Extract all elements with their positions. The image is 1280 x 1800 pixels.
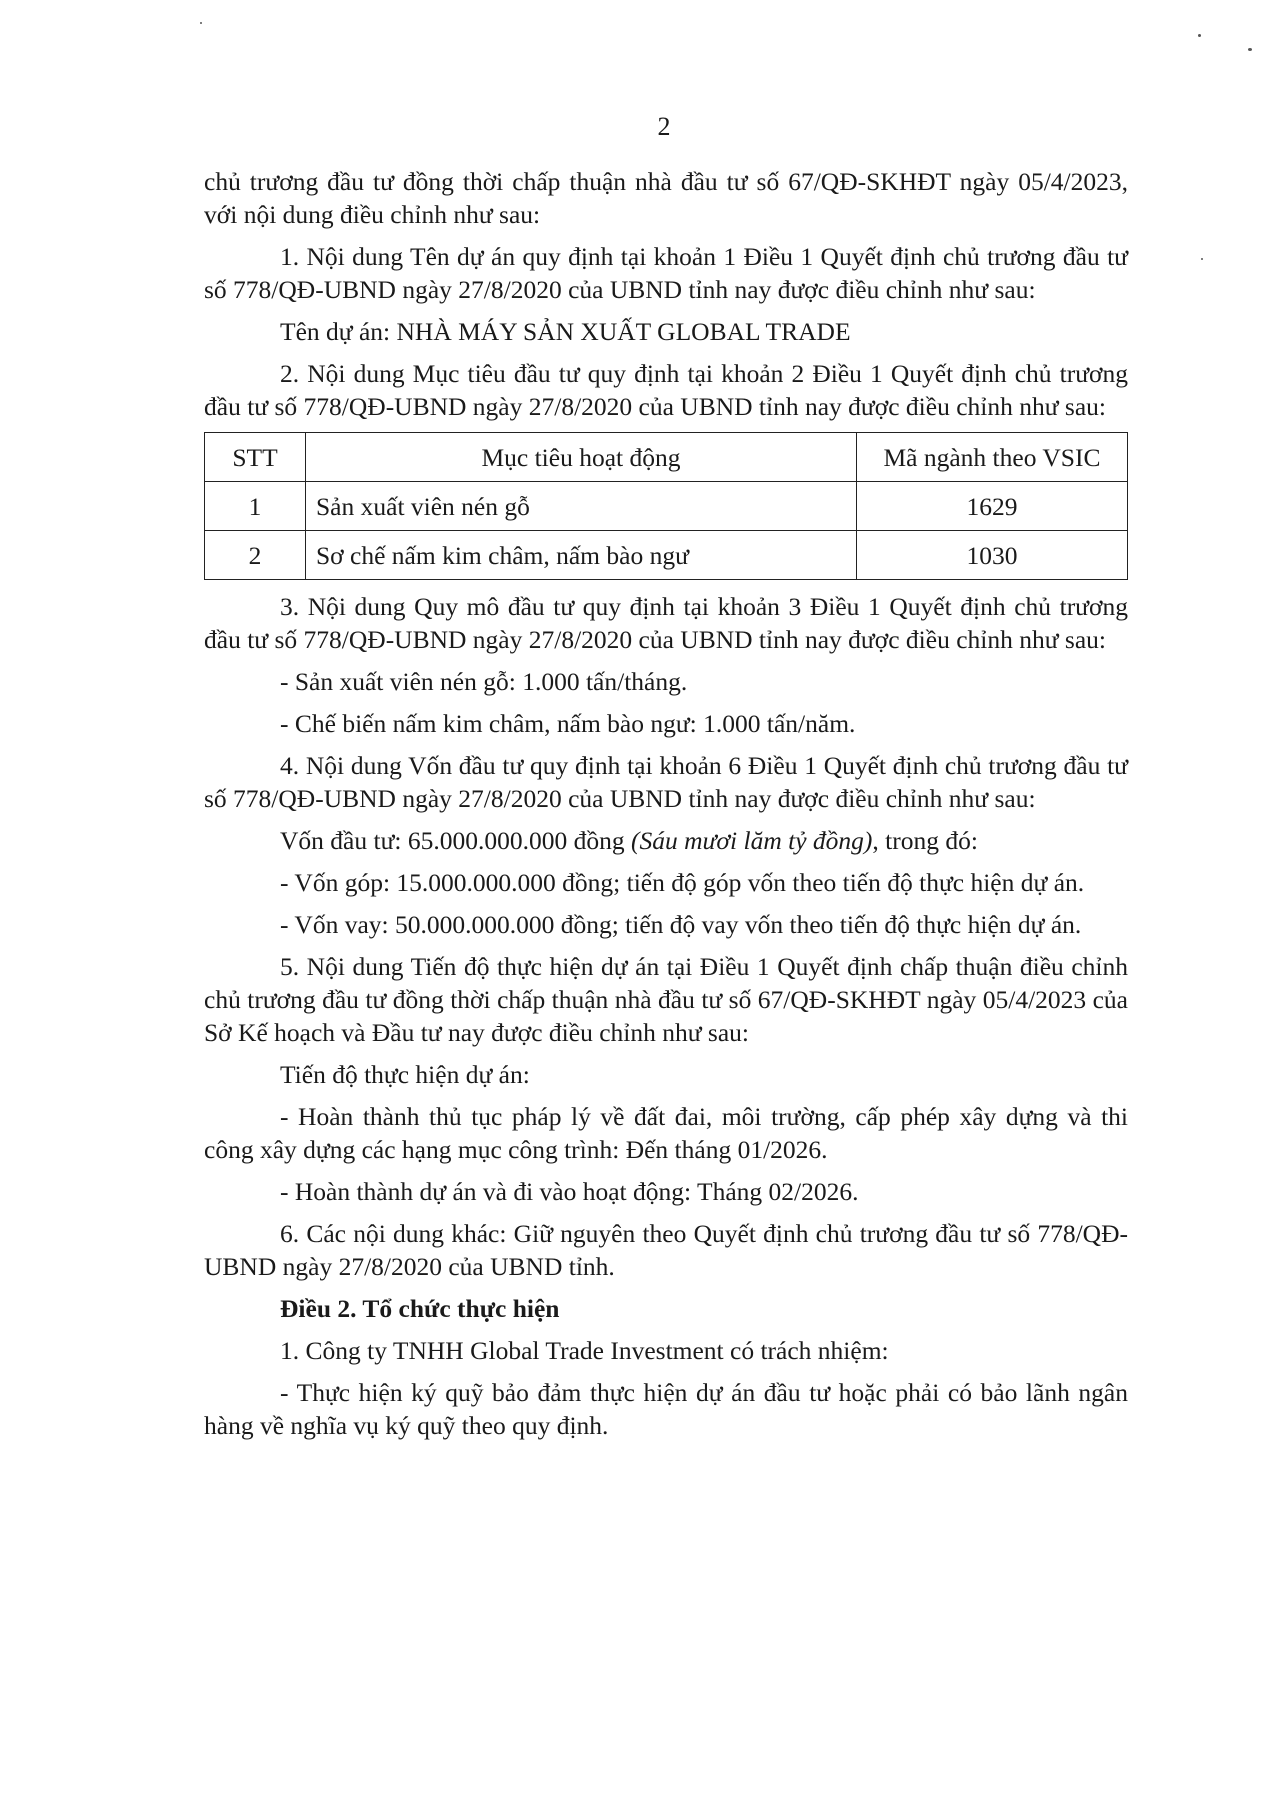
item-1-paragraph: 1. Nội dung Tên dự án quy định tại khoản 1 Điều 1 Quyết định chủ trương đầu tư số 778/QĐ-UBND ngày 27/8/2020 của UBND tỉnh nay được điều chỉnh như sau: — [204, 242, 1128, 304]
schedule-bullet-2: - Hoàn thành dự án và đi vào hoạt động: Tháng 02/2026. — [280, 1177, 859, 1206]
article-2-bullet-1: - Thực hiện ký quỹ bảo đảm thực hiện dự án đầu tư hoặc phải có bảo lãnh ngân hàng về nghĩa vụ ký quỹ theo quy định. — [204, 1378, 1128, 1440]
item-2-paragraph: 2. Nội dung Mục tiêu đầu tư quy định tại khoản 2 Điều 1 Quyết định chủ trương đầu tư số 778/QĐ-UBND ngày 27/8/2020 của UBND tỉnh nay được điều chỉnh như sau: — [204, 359, 1128, 421]
project-name-line: Tên dự án: NHÀ MÁY SẢN XUẤT GLOBAL TRADE — [280, 317, 851, 346]
schedule-title: Tiến độ thực hiện dự án: — [280, 1060, 530, 1089]
cell-vsic-code: 1629 — [857, 482, 1128, 531]
header-stt: STT — [205, 433, 306, 482]
item-3-paragraph: 3. Nội dung Quy mô đầu tư quy định tại khoản 3 Điều 1 Quyết định chủ trương đầu tư số 778/QĐ-UBND ngày 27/8/2020 của UBND tỉnh nay được điều chỉnh như sau: — [204, 592, 1128, 654]
capital-line — [204, 824, 1128, 857]
page-number: 2 — [657, 112, 671, 141]
cell-objective: Sơ chế nấm kim châm, nấm bào ngư — [306, 531, 857, 580]
table-row — [205, 531, 1128, 580]
document-body — [204, 165, 1128, 1451]
capital-bullet-2: - Vốn vay: 50.000.000.000 đồng; tiến độ vay vốn theo tiến độ thực hiện dự án. — [280, 910, 1082, 939]
capital-bullet-1: - Vốn góp: 15.000.000.000 đồng; tiến độ góp vốn theo tiến độ thực hiện dự án. — [280, 868, 1085, 897]
item-5-paragraph: 5. Nội dung Tiến độ thực hiện dự án tại Điều 1 Quyết định chấp thuận điều chỉnh chủ trương đầu tư đồng thời chấp thuận nhà đầu tư số 67/QĐ-SKHĐT ngày 05/4/2023 của Sở Kế hoạch và Đầu tư nay được điều chỉnh như sau: — [204, 952, 1128, 1047]
header-vsic-code: Mã ngành theo VSIC — [857, 433, 1128, 482]
intro-paragraph: chủ trương đầu tư đồng thời chấp thuận nhà đầu tư số 67/QĐ-SKHĐT ngày 05/4/2023, với nội dung điều chỉnh như sau: — [204, 167, 1128, 229]
schedule-bullet-1: - Hoàn thành thủ tục pháp lý về đất đai, môi trường, cấp phép xây dựng và thi công xây dựng các hạng mục công trình: Đến tháng 01/2026. — [204, 1102, 1128, 1164]
article-2-item-1: 1. Công ty TNHH Global Trade Investment có trách nhiệm: — [280, 1336, 889, 1365]
scan-speck — [200, 22, 202, 24]
capital-in-words: (Sáu mươi lăm tỷ đồng) — [630, 826, 873, 855]
table-row — [205, 482, 1128, 531]
capital-amount: Vốn đầu tư: 65.000.000.000 đồng — [280, 826, 631, 855]
item-4-paragraph: 4. Nội dung Vốn đầu tư quy định tại khoản 6 Điều 1 Quyết định chủ trương đầu tư số 778/QĐ-UBND ngày 27/8/2020 của UBND tỉnh nay được điều chỉnh như sau: — [204, 751, 1128, 813]
cell-stt: 2 — [205, 531, 306, 580]
scale-bullet-1: - Sản xuất viên nén gỗ: 1.000 tấn/tháng. — [280, 667, 688, 696]
cell-objective: Sản xuất viên nén gỗ — [306, 482, 857, 531]
scan-speck — [1201, 258, 1203, 260]
capital-suffix: , trong đó: — [872, 826, 978, 855]
scan-speck — [1248, 48, 1252, 51]
objectives-table — [204, 432, 1128, 580]
cell-vsic-code: 1030 — [857, 531, 1128, 580]
scan-speck — [1198, 34, 1201, 37]
cell-stt: 1 — [205, 482, 306, 531]
scale-bullet-2: - Chế biến nấm kim châm, nấm bào ngư: 1.000 tấn/năm. — [280, 709, 856, 738]
header-objective: Mục tiêu hoạt động — [306, 433, 857, 482]
article-2-heading: Điều 2. Tổ chức thực hiện — [280, 1294, 560, 1323]
item-6-paragraph: 6. Các nội dung khác: Giữ nguyên theo Quyết định chủ trương đầu tư số 778/QĐ-UBND ngày 27/8/2020 của UBND tỉnh. — [204, 1219, 1128, 1281]
table-header-row — [205, 433, 1128, 482]
